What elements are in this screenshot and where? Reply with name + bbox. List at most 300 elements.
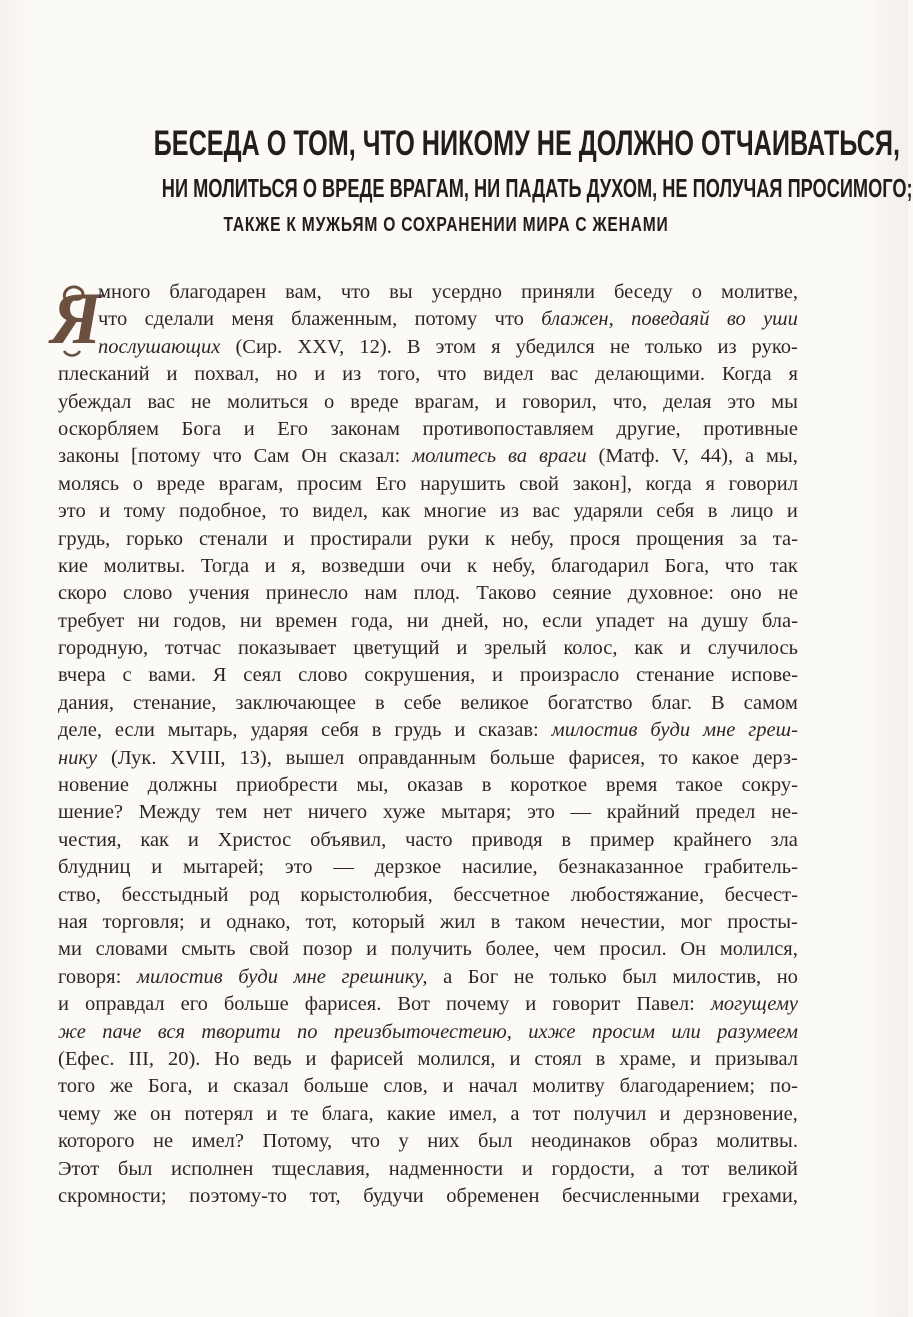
word: законам: [330, 417, 400, 440]
word: Вот: [397, 993, 430, 1016]
word: приобрести: [235, 774, 338, 797]
word: тотчас: [164, 637, 222, 660]
word: что: [437, 363, 467, 386]
word: фарисея,: [568, 746, 646, 769]
word: был: [117, 1157, 153, 1180]
word: блаженным,: [291, 308, 398, 331]
word: и: [659, 1102, 671, 1125]
word: плесканий: [58, 363, 150, 386]
word: богатство: [547, 691, 633, 714]
word: которого: [58, 1130, 135, 1153]
word: молиться: [227, 390, 309, 413]
word: руки: [427, 527, 470, 550]
word: это: [284, 856, 313, 879]
word: дерзкое: [374, 856, 442, 879]
word: не-: [771, 801, 798, 824]
text-line: [58, 635, 798, 662]
word: дания,: [58, 691, 115, 714]
word: и: [305, 1047, 317, 1070]
word: слово: [298, 664, 348, 687]
word: тому: [123, 500, 166, 523]
word: —: [570, 801, 592, 824]
word: усердно: [431, 281, 503, 303]
word: жил: [440, 910, 476, 933]
word: тот: [532, 1102, 561, 1125]
italic-word: ихже: [528, 1020, 576, 1043]
word: сокрушения,: [364, 664, 476, 687]
word: Он: [680, 938, 707, 961]
word: похвал,: [194, 363, 260, 386]
word: оскорбляем: [58, 417, 159, 440]
word: однако,: [226, 910, 291, 933]
word: ударяя: [250, 719, 309, 742]
word: нет: [262, 801, 293, 824]
word: видел: [483, 363, 534, 386]
word: чему: [58, 1102, 101, 1125]
body-text: [58, 279, 798, 1210]
chapter-title: [40, 122, 913, 240]
word: деле,: [58, 719, 102, 742]
word: самом: [743, 691, 798, 714]
word: бесчисленными: [561, 1184, 700, 1207]
word: то: [659, 746, 678, 769]
word: какие: [386, 1102, 436, 1125]
word: та-: [772, 527, 798, 550]
word: а: [745, 445, 755, 468]
word: сокру-: [741, 774, 798, 797]
word: 13),: [239, 746, 272, 769]
word: этом: [435, 335, 476, 358]
word: учения: [188, 582, 250, 605]
word: что: [350, 1130, 380, 1153]
word: молился,: [417, 1047, 496, 1070]
word: прощения: [636, 527, 724, 550]
title-line-3: ТАКЖЕ К МУЖЬЯМ О СОХРАНЕНИИ МИРА С ЖЕНАМИ: [223, 214, 669, 236]
word: за: [739, 527, 757, 550]
word: врагам,: [414, 390, 480, 413]
word: мытарь,: [167, 719, 238, 742]
word: сеял: [243, 664, 282, 687]
italic-word: грешнику,: [341, 965, 428, 988]
word: и: [58, 993, 69, 1016]
word: блага,: [321, 1102, 374, 1125]
word: сеяние: [552, 582, 612, 605]
word: что,: [612, 390, 648, 413]
word: ведь: [253, 1047, 292, 1070]
word: года,: [350, 609, 394, 632]
word: как: [140, 828, 170, 851]
word: торговля;: [102, 910, 185, 933]
word: очи: [420, 554, 452, 577]
word: XVIII,: [170, 746, 226, 769]
word: Христос: [217, 828, 292, 851]
word: (Ефес.: [58, 1047, 115, 1070]
word: и: [187, 828, 199, 851]
word: не: [513, 965, 534, 988]
word: крайнего: [673, 828, 752, 851]
italic-word: во: [726, 308, 746, 331]
text-line: [58, 827, 798, 854]
word: грудь,: [58, 527, 111, 550]
word: Но: [214, 1047, 240, 1070]
word: горько: [126, 527, 184, 550]
word: нарушить: [420, 472, 506, 495]
word: вреде: [156, 472, 205, 495]
italic-word: просим: [591, 1020, 655, 1043]
italic-word: уши: [763, 308, 798, 331]
text-line: [58, 498, 798, 525]
word: великой: [727, 1157, 798, 1180]
text-line: [58, 279, 798, 306]
word: плод.: [413, 582, 461, 605]
word: что: [724, 554, 754, 577]
word: и: [264, 554, 276, 577]
word: потерял: [184, 1102, 254, 1125]
word: много: [98, 281, 151, 303]
word: и: [266, 1102, 278, 1125]
word: ми: [58, 938, 82, 961]
word: а: [510, 1102, 520, 1125]
word: фарисей: [330, 1047, 404, 1070]
text-line: [58, 526, 798, 553]
word: молитву: [532, 1075, 605, 1098]
word: и: [366, 938, 378, 961]
word: не: [609, 335, 630, 358]
word: показывает: [237, 637, 337, 660]
word: по-: [769, 1075, 798, 1098]
word: нам: [364, 582, 398, 605]
text-line: [58, 909, 798, 936]
word: мог: [680, 910, 713, 933]
word: же: [113, 1102, 137, 1125]
word: духовное:: [627, 582, 714, 605]
italic-word: буди: [650, 719, 691, 742]
word: смыть: [181, 938, 236, 961]
word: свой: [519, 472, 559, 495]
word: таком: [515, 910, 566, 933]
word: начал: [468, 1075, 518, 1098]
word: времен: [275, 609, 338, 632]
word: надменности: [388, 1157, 504, 1180]
word: какое: [691, 746, 740, 769]
word: то: [279, 500, 299, 523]
word: (Сир.: [235, 335, 283, 358]
text-line: [58, 471, 798, 498]
word: Сам: [253, 445, 290, 468]
word: случилось: [707, 637, 798, 660]
word: вреде: [350, 390, 399, 413]
word: но: [276, 363, 298, 386]
word: Потому,: [262, 1130, 333, 1153]
word: часто: [405, 828, 453, 851]
italic-word: нику: [58, 746, 98, 769]
word: того,: [378, 363, 421, 386]
word: тем: [216, 801, 248, 824]
word: Я: [212, 664, 227, 687]
italic-word: же: [58, 1020, 86, 1043]
word: с: [122, 664, 132, 687]
word: короткое: [510, 774, 588, 797]
word: в: [490, 910, 501, 933]
word: на: [668, 609, 689, 632]
word: и: [456, 637, 468, 660]
italic-word: милостив: [136, 965, 223, 988]
word: приводя: [471, 828, 543, 851]
text-line: [58, 361, 798, 388]
word: того: [58, 1075, 96, 1098]
word: в: [371, 719, 382, 742]
word: упадет: [595, 609, 655, 632]
word: требует: [58, 609, 125, 632]
text-line: [58, 1128, 798, 1155]
word: оказав: [407, 774, 463, 797]
word: те: [290, 1102, 309, 1125]
word: это: [58, 500, 86, 523]
text-line: [58, 1101, 798, 1128]
word: и: [283, 527, 295, 550]
word: видел,: [312, 500, 368, 523]
word: вас: [147, 390, 175, 413]
word: XXV,: [297, 335, 345, 358]
word: в: [707, 500, 718, 523]
word: обременен: [446, 1184, 540, 1207]
word: стенали: [198, 527, 268, 550]
word: себя: [320, 719, 359, 742]
word: о: [691, 281, 702, 303]
word: храме,: [619, 1047, 677, 1070]
text-line: [58, 1183, 798, 1210]
word: сказал:: [339, 445, 401, 468]
word: если: [542, 609, 583, 632]
word: Бога: [181, 417, 222, 440]
text-line: [58, 662, 798, 689]
word: убеждал: [58, 390, 132, 413]
word: тот: [681, 1157, 710, 1180]
word: объявил,: [310, 828, 387, 851]
word: больше: [223, 993, 289, 1016]
word: а: [443, 965, 453, 988]
word: крайний: [606, 801, 680, 824]
word: Павел:: [636, 993, 695, 1016]
word: фарисея.: [304, 993, 382, 1016]
word: и: [492, 664, 504, 687]
word: и: [786, 500, 798, 523]
word: только: [549, 965, 607, 988]
word: и: [166, 363, 178, 386]
word: из: [499, 500, 519, 523]
italic-word: враги: [538, 445, 587, 468]
word: пример: [589, 828, 655, 851]
word: дерзновение,: [683, 1102, 798, 1125]
word: словами: [95, 938, 168, 961]
word: ни: [137, 609, 160, 632]
dropcap-letter: Я: [50, 278, 102, 360]
word: другие,: [616, 417, 681, 440]
word: принесло: [265, 582, 349, 605]
word: ство,: [58, 883, 101, 906]
word: когда: [645, 472, 692, 495]
word: вами.: [148, 664, 196, 687]
word: это: [727, 390, 756, 413]
word: милостив,: [672, 965, 762, 988]
word: бесстыдный: [121, 883, 229, 906]
text-line: [58, 1019, 798, 1046]
word: В: [710, 691, 725, 714]
word: ни: [406, 609, 429, 632]
word: бессчетное: [453, 883, 550, 906]
word: же: [109, 1075, 133, 1098]
italic-word: мне: [293, 965, 326, 988]
word: в: [561, 828, 572, 851]
word: хуже: [382, 801, 426, 824]
word: Таково: [476, 582, 537, 605]
word: и: [199, 910, 211, 933]
word: что: [212, 445, 242, 468]
text-line: [58, 608, 798, 635]
word: Бога,: [147, 1075, 193, 1098]
word: возведши: [321, 554, 405, 577]
text-line: [58, 854, 798, 881]
word: и: [454, 719, 466, 742]
word: говоря:: [58, 965, 122, 988]
text-line: [58, 690, 798, 717]
word: что: [494, 308, 524, 331]
word: душу: [701, 609, 749, 632]
word: Бога,: [664, 554, 710, 577]
word: и: [495, 390, 507, 413]
word: и: [509, 1047, 521, 1070]
word: род: [249, 883, 280, 906]
word: произрасло: [519, 664, 620, 687]
word: Бог: [467, 965, 499, 988]
word: больше: [303, 1075, 369, 1098]
word: я: [788, 363, 798, 386]
word: ничего: [307, 801, 368, 824]
word: как: [381, 500, 411, 523]
word: свой: [249, 938, 290, 961]
word: небу,: [510, 527, 554, 550]
word: и: [151, 856, 163, 879]
word: —: [333, 856, 354, 879]
text-line: [58, 745, 798, 772]
word: них: [427, 1130, 460, 1153]
word: блудниц: [58, 856, 131, 879]
word: благодарен: [169, 281, 267, 303]
word: великое: [460, 691, 529, 714]
word: 20).: [167, 1047, 201, 1070]
word: Когда: [721, 363, 772, 386]
word: просим: [297, 472, 363, 495]
word: что: [340, 281, 371, 303]
word: его: [180, 993, 208, 1016]
italic-word: творити: [201, 1020, 281, 1043]
word: испове-: [731, 664, 798, 687]
word: будучи: [363, 1184, 424, 1207]
italic-word: могущему: [710, 993, 798, 1016]
word: кие: [58, 554, 89, 577]
word: закон],: [572, 472, 632, 495]
word: честия,: [58, 828, 122, 851]
italic-word: поведаяй: [631, 308, 710, 331]
word: призывал: [714, 1047, 798, 1070]
text-line: [58, 416, 798, 443]
word: бесчест-: [724, 883, 798, 906]
italic-word: преизбыточестеию,: [333, 1020, 512, 1043]
word: дерз-: [752, 746, 798, 769]
word: простирали: [310, 527, 413, 550]
word: он: [149, 1102, 172, 1125]
text-line: [58, 991, 798, 1018]
word: городную,: [58, 637, 149, 660]
word: я: [491, 335, 501, 358]
word: был: [622, 965, 657, 988]
word: мы,: [766, 445, 798, 468]
word: лицо: [730, 500, 774, 523]
word: и: [314, 363, 326, 386]
word: был: [478, 1130, 513, 1153]
italic-word: послушающих: [98, 335, 221, 358]
text-line: [58, 580, 798, 607]
word: насилие,: [462, 856, 538, 879]
word: если: [114, 719, 155, 742]
word: гордости,: [551, 1157, 635, 1180]
word: говорил,: [522, 390, 597, 413]
text-line: [58, 964, 798, 991]
italic-word: молитесь: [412, 445, 497, 468]
word: молясь: [58, 472, 120, 495]
word: (Лук.: [110, 746, 157, 769]
word: говорил: [728, 472, 798, 495]
italic-word: паче: [102, 1020, 142, 1043]
word: дней,: [442, 609, 489, 632]
word: к: [484, 527, 495, 550]
word: получить: [390, 938, 472, 961]
word: грехами,: [722, 1184, 798, 1207]
word: к: [466, 554, 477, 577]
word: заключающее: [235, 691, 357, 714]
word: сказав:: [478, 719, 539, 742]
text-line: [58, 443, 798, 470]
italic-word: вся: [157, 1020, 185, 1043]
italic-word: милостив: [551, 719, 638, 742]
word: нечестии,: [580, 910, 666, 933]
word: ударяли: [573, 500, 643, 523]
word: скромности;: [58, 1184, 167, 1207]
word: Его: [277, 417, 308, 440]
word: в: [375, 691, 385, 714]
word: цветущий: [353, 637, 440, 660]
word: сделали: [144, 308, 214, 331]
word: вышел: [285, 746, 345, 769]
text-line: [58, 882, 798, 909]
word: время: [605, 774, 658, 797]
word: слово: [122, 582, 173, 605]
word: только: [644, 335, 703, 358]
word: оно: [730, 582, 762, 605]
word: благодарением;: [619, 1075, 756, 1098]
word: просил.: [599, 938, 667, 961]
text-line: [58, 1156, 798, 1183]
word: что: [98, 308, 128, 331]
word: и: [99, 500, 111, 523]
word: делая: [663, 390, 712, 413]
word: и: [207, 1075, 219, 1098]
word: руко-: [751, 335, 798, 358]
word: стоял: [534, 1047, 582, 1070]
word: стенание: [636, 664, 715, 687]
word: Он: [301, 445, 328, 468]
word: противопоставляем: [422, 417, 594, 440]
